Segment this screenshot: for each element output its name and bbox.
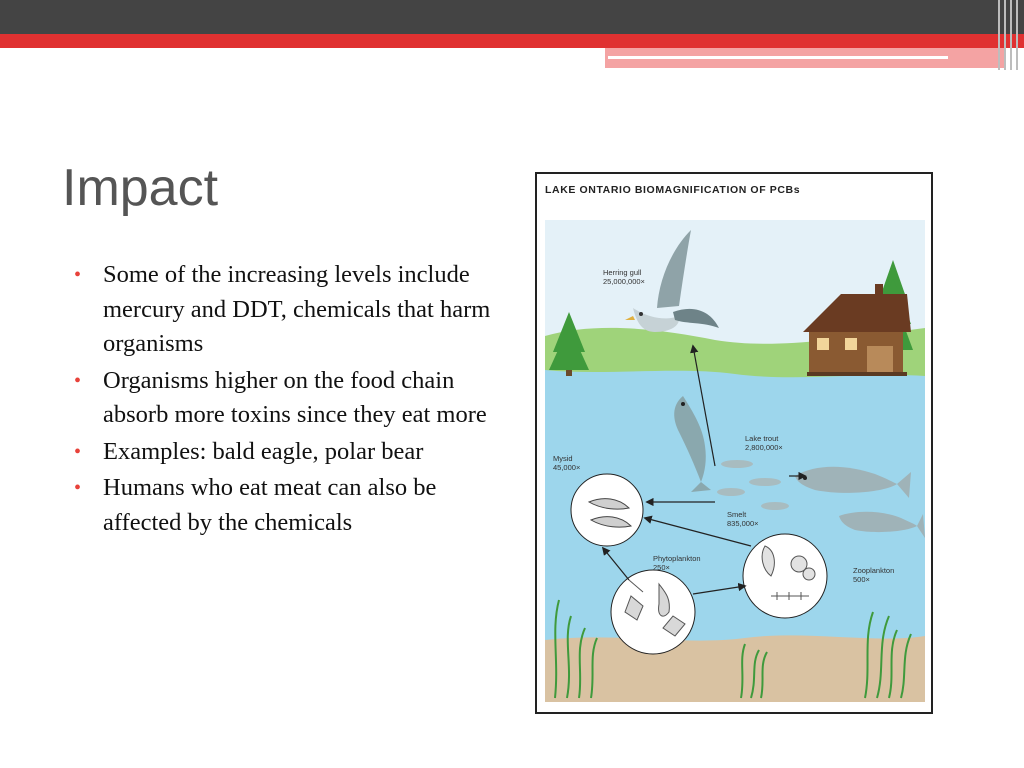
smelt-label: Smelt 835,000× bbox=[727, 510, 759, 528]
bullet-icon: • bbox=[74, 477, 82, 499]
bullet-item bbox=[74, 471, 504, 540]
decorative-stripes bbox=[994, 0, 1024, 70]
bullet-text: Humans who eat meat can also be affected by the chemicals bbox=[103, 474, 437, 536]
gull-label: Herring gull 25,000,000× bbox=[603, 268, 645, 286]
food-chain-illustration bbox=[545, 220, 925, 706]
slide-title: Impact bbox=[62, 159, 219, 217]
bullet-text: Some of the increasing levels include mercury and DDT, chemicals that harm organisms bbox=[103, 261, 491, 357]
bullet-text: Organisms higher on the food chain absorb more toxins since they eat more bbox=[103, 366, 487, 428]
bullet-icon: • bbox=[74, 369, 82, 392]
accent-line bbox=[608, 56, 948, 59]
trout-label: Lake trout 2,800,000× bbox=[745, 434, 783, 452]
bullet-list bbox=[74, 258, 504, 542]
figure-title: LAKE ONTARIO BIOMAGNIFICATION OF PCBs bbox=[545, 184, 801, 196]
biomagnification-figure bbox=[535, 172, 933, 714]
bullet-icon: • bbox=[74, 264, 82, 286]
bullet-icon: • bbox=[74, 440, 82, 463]
mysid-label: Mysid 45,000× bbox=[553, 454, 581, 472]
zooplankton-label: Zooplankton 500× bbox=[853, 566, 895, 584]
bullet-item bbox=[74, 435, 504, 470]
top-dark-bar bbox=[0, 0, 1024, 34]
mysid-circle bbox=[571, 474, 643, 546]
bullet-text: Examples: bald eagle, polar bear bbox=[103, 437, 424, 465]
bullet-item bbox=[74, 364, 504, 433]
phytoplankton-circle bbox=[611, 570, 695, 654]
phytoplankton-label: Phytoplankton 250× bbox=[653, 554, 701, 572]
bullet-item bbox=[74, 258, 504, 362]
red-accent-bar bbox=[0, 34, 1024, 48]
